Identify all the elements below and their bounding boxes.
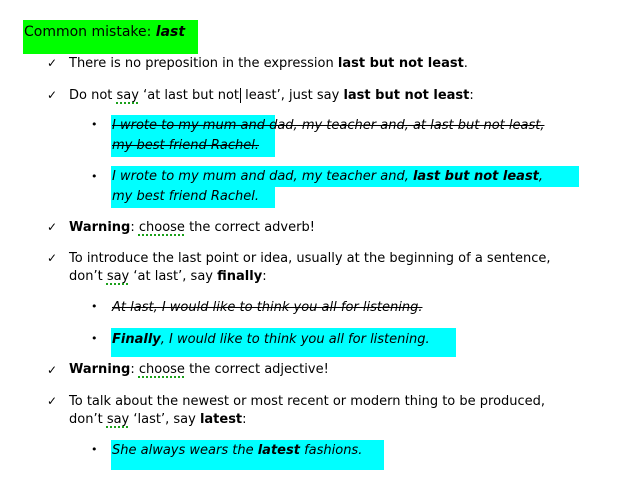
warning-adverb: Warning: choose the correct adverb! — [69, 220, 315, 235]
grammar-flag[interactable]: choose — [138, 220, 185, 235]
heading-common-mistake — [23, 20, 198, 54]
check-icon: ✓ — [47, 88, 58, 102]
example-correct-finally: Finally, I would like to think you all for listening. — [112, 332, 430, 347]
bullet-icon: • — [91, 170, 98, 183]
grammar-flag[interactable]: say — [116, 88, 139, 103]
warning-adjective: Warning: choose the correct adjective! — [69, 362, 329, 377]
bullet-icon: • — [91, 118, 98, 131]
check-icon: ✓ — [47, 363, 58, 377]
check-icon: ✓ — [47, 394, 58, 408]
example-wrong-line1: I wrote to my mum and dad, my teacher and, at last but not least, — [112, 118, 545, 133]
grammar-flag[interactable]: say — [106, 269, 130, 284]
title-word: last — [155, 24, 186, 40]
check-icon: ✓ — [47, 56, 58, 70]
example-correct-line1: I wrote to my mum and dad, my teacher and, last but not least, — [112, 169, 544, 184]
point-introduce-line2: don’t say ‘at last’, say finally: — [69, 269, 267, 284]
grammar-flag[interactable]: say — [106, 412, 130, 427]
bullet-icon: • — [91, 443, 98, 456]
point-no-preposition: There is no preposition in the expression last but not least. — [69, 56, 468, 71]
example-wrong-line2: my best friend Rachel. — [112, 138, 260, 153]
grammar-flag[interactable]: choose — [138, 362, 185, 377]
bullet-icon: • — [91, 332, 98, 345]
check-icon: ✓ — [47, 220, 58, 234]
title-prefix: Common mistake: — [24, 24, 156, 40]
example-latest: She always wears the latest fashions. — [112, 443, 363, 458]
check-icon: ✓ — [47, 251, 58, 265]
point-newest-line1: To talk about the newest or most recent or modern thing to be produced, — [69, 394, 546, 409]
point-introduce-line1: To introduce the last point or idea, usually at the beginning of a sentence, — [69, 251, 551, 266]
point-newest-line2: don’t say ‘last’, say latest: — [69, 412, 247, 427]
bullet-icon: • — [91, 300, 98, 313]
point-do-not-say: Do not say ‘at last but not least’, just say last but not least: — [69, 88, 474, 103]
example-wrong-at-last: At last, I would like to think you all for listening. — [112, 300, 423, 315]
example-correct-line2: my best friend Rachel. — [112, 189, 260, 204]
